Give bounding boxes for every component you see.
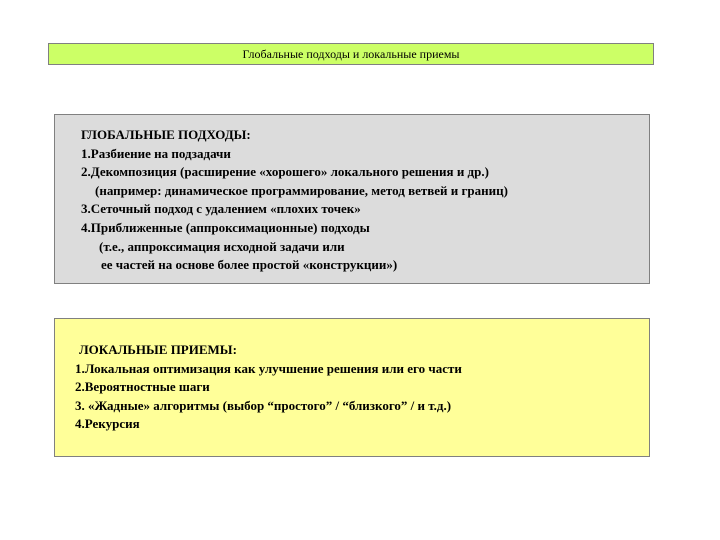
global-heading: ГЛОБАЛЬНЫЕ ПОДХОДЫ: xyxy=(81,127,251,142)
global-item-2: 2.Декомпозиция (расширение «хорошего» локального решения и др.) xyxy=(81,164,489,180)
global-item-4-detail-1: (т.е., аппроксимация исходной задачи или xyxy=(99,238,345,254)
global-item-2-example: (например: динамическое программирование, метод ветвей и границ) xyxy=(95,182,508,198)
local-item-2: 2.Вероятностные шаги xyxy=(75,379,210,395)
local-item-4: 4.Рекурсия xyxy=(75,416,140,432)
global-item-4: 4.Приближенные (аппроксимационные) подходы xyxy=(81,219,370,235)
slide-title: Глобальные подходы и локальные приемы xyxy=(48,43,654,65)
local-item-1: 1.Локальная оптимизация как улучшение решения или его части xyxy=(75,360,462,376)
global-item-4-detail-2: ее частей на основе более простой «конструкции») xyxy=(101,257,398,273)
local-item-3: 3. «Жадные» алгоритмы (выбор “простого” / “близкого” / и т.д.) xyxy=(75,397,452,413)
global-approaches-box xyxy=(54,114,650,284)
global-item-3: 3.Сеточный подход с удалением «плохих точек» xyxy=(81,201,361,217)
local-techniques-box xyxy=(54,318,650,457)
local-heading: ЛОКАЛЬНЫЕ ПРИЕМЫ: xyxy=(79,342,237,357)
global-item-1: 1.Разбиение на подзадачи xyxy=(81,145,231,161)
